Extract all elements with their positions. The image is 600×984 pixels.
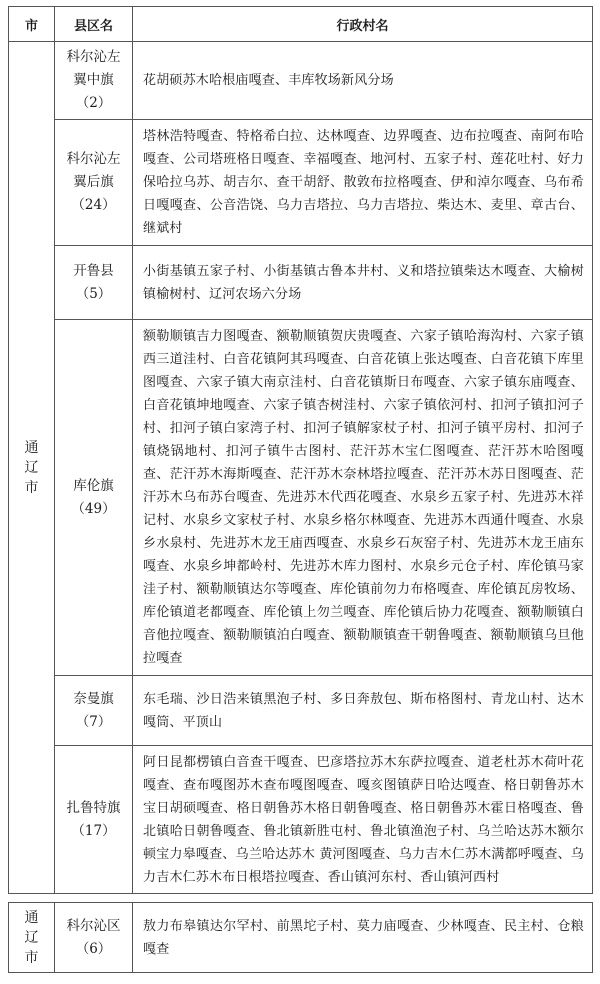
county-name: 库伦旗 xyxy=(73,477,114,494)
county-cell xyxy=(55,120,133,246)
county-name: 科尔沁区 xyxy=(66,917,121,934)
village-list: 敖力布皋镇达尔罕村、前黑坨子村、莫力庙嘎查、少林嘎查、民主村、仓粮嘎查 xyxy=(133,903,593,973)
village-list: 塔林浩特嘎查、特格希白拉、达林嘎查、边界嘎查、边布拉嘎查、南阿布哈嘎查、公司塔班格日嘎查、幸福嘎查、地河村、五家子村、莲花吐村、好力保哈拉乌苏、胡吉尔、查干胡舒、散敦布拉格嘎查、伊和淖尔嘎查、乌布希日嘎嘎查、公音浩饶、乌力吉塔拉、乌力吉塔拉、柴达木、麦里、章古台、继斌村 xyxy=(133,120,593,246)
village-count: （17） xyxy=(71,822,116,839)
village-list: 东毛瑞、沙日浩来镇黑泡子村、多日奔敖包、斯布格图村、青龙山村、达木嘎筒、平顶山 xyxy=(133,676,593,746)
county-cell xyxy=(55,676,133,746)
county-cell xyxy=(55,746,133,894)
village-count: （2） xyxy=(75,95,112,111)
city-name: 通辽市 xyxy=(24,439,39,496)
table-gap xyxy=(9,894,593,903)
village-list: 小街基镇五家子村、小街基镇古鲁本井村、义和塔拉镇柴达木嘎查、大榆树镇榆树村、辽河农场六分场 xyxy=(133,246,593,320)
header-city: 市 xyxy=(9,7,55,42)
village-count: （24） xyxy=(71,197,116,213)
village-list: 花胡硕苏木哈根庙嘎查、丰库牧场新风分场 xyxy=(133,42,593,120)
county-name: 开鲁县 xyxy=(73,262,114,279)
county-name: 扎鲁特旗 xyxy=(66,799,121,816)
table-row xyxy=(9,120,593,246)
header-row xyxy=(9,7,593,42)
county-cell xyxy=(55,246,133,320)
table-row xyxy=(9,746,593,894)
county-cell xyxy=(55,320,133,676)
city-name: 通辽市 xyxy=(24,909,39,966)
county-name: 科尔沁左翼中旗 xyxy=(66,49,121,88)
village-table xyxy=(8,6,593,973)
table-row xyxy=(9,676,593,746)
village-count: （6） xyxy=(75,940,112,957)
document-frame xyxy=(8,6,592,978)
village-count: （5） xyxy=(75,285,112,302)
village-count: （49） xyxy=(71,500,116,517)
village-list: 阿日昆都楞镇白音查干嘎查、巴彦塔拉苏木东萨拉嘎查、道老杜苏木荷叶花嘎查、查布嘎图苏木查布嘎图嘎查、嘎亥图镇萨日哈达嘎查、格日朝鲁苏木宝日胡硕嘎查、格日朝鲁苏木格日朝鲁嘎查、格日朝鲁苏木霍日格嘎查、鲁北镇哈日朝鲁嘎查、鲁北镇新胜屯村、鲁北镇渔泡子村、乌兰哈达苏木额尔顿宝力皋嘎查、乌兰哈达苏木 黄河图嘎查、乌力吉木仁苏木满都呼嘎查、乌力吉木仁苏木布日根塔拉嘎查、香山镇河东村、香山镇河西村 xyxy=(133,746,593,894)
county-cell xyxy=(55,903,133,973)
village-list: 额勒顺镇吉力图嘎查、额勒顺镇贺庆贵嘎查、六家子镇哈海沟村、六家子镇西三道洼村、白音花镇阿其玛嘎查、白音花镇上张达嘎查、白音花镇下库里图嘎查、六家子镇大南京洼村、白音花镇斯日布嘎查、六家子镇东庙嘎查、白音花镇坤地嘎查、六家子镇杏树洼村、六家子镇依河村、扣河子镇扣河子村、扣河子镇白家湾子村、扣河子镇解家杖子村、扣河子镇平房村、扣河子镇烧锅地村、扣河子镇牛古图村、茫汗苏木宝仁图嘎查、茫汗苏木哈图嘎查、茫汗苏木海斯嘎查、茫汗苏木奈林塔拉嘎查、茫汗苏木苏日图嘎查、茫汗苏木乌布苏台嘎查、先进苏木代西花嘎查、水泉乡五家子村、先进苏木祥记村、水泉乡文家杖子村、水泉乡格尔林嘎查、先进苏木西通什嘎查、水泉乡水泉村、先进苏木龙王庙西嘎查、水泉乡石灰窑子村、先进苏木龙王庙东嘎查、水泉乡坤都岭村、先进苏木库力图村、水泉乡元仓子村、库伦镇马家洼子村、额勒顺镇达尔等嘎查、库伦镇前勿力布格嘎查、库伦镇瓦房牧场、库伦镇道老都嘎查、库伦镇上勿兰嘎查、库伦镇后协力花嘎查、额勒顺镇白音他拉嘎查、额勒顺镇泊白嘎查、额勒顺镇查干朝鲁嘎查、额勒顺镇乌旦他拉嘎查 xyxy=(133,320,593,676)
header-county: 县区名 xyxy=(55,7,133,42)
table-row xyxy=(9,246,593,320)
village-count: （7） xyxy=(75,713,112,730)
county-name: 科尔沁左翼后旗 xyxy=(66,151,121,190)
table-row xyxy=(9,320,593,676)
table-row xyxy=(9,903,593,973)
city-cell xyxy=(9,42,55,894)
county-cell xyxy=(55,42,133,120)
county-name: 奈曼旗 xyxy=(73,690,114,707)
header-villages: 行政村名 xyxy=(133,7,593,42)
table-row xyxy=(9,42,593,120)
city-cell xyxy=(9,903,55,973)
